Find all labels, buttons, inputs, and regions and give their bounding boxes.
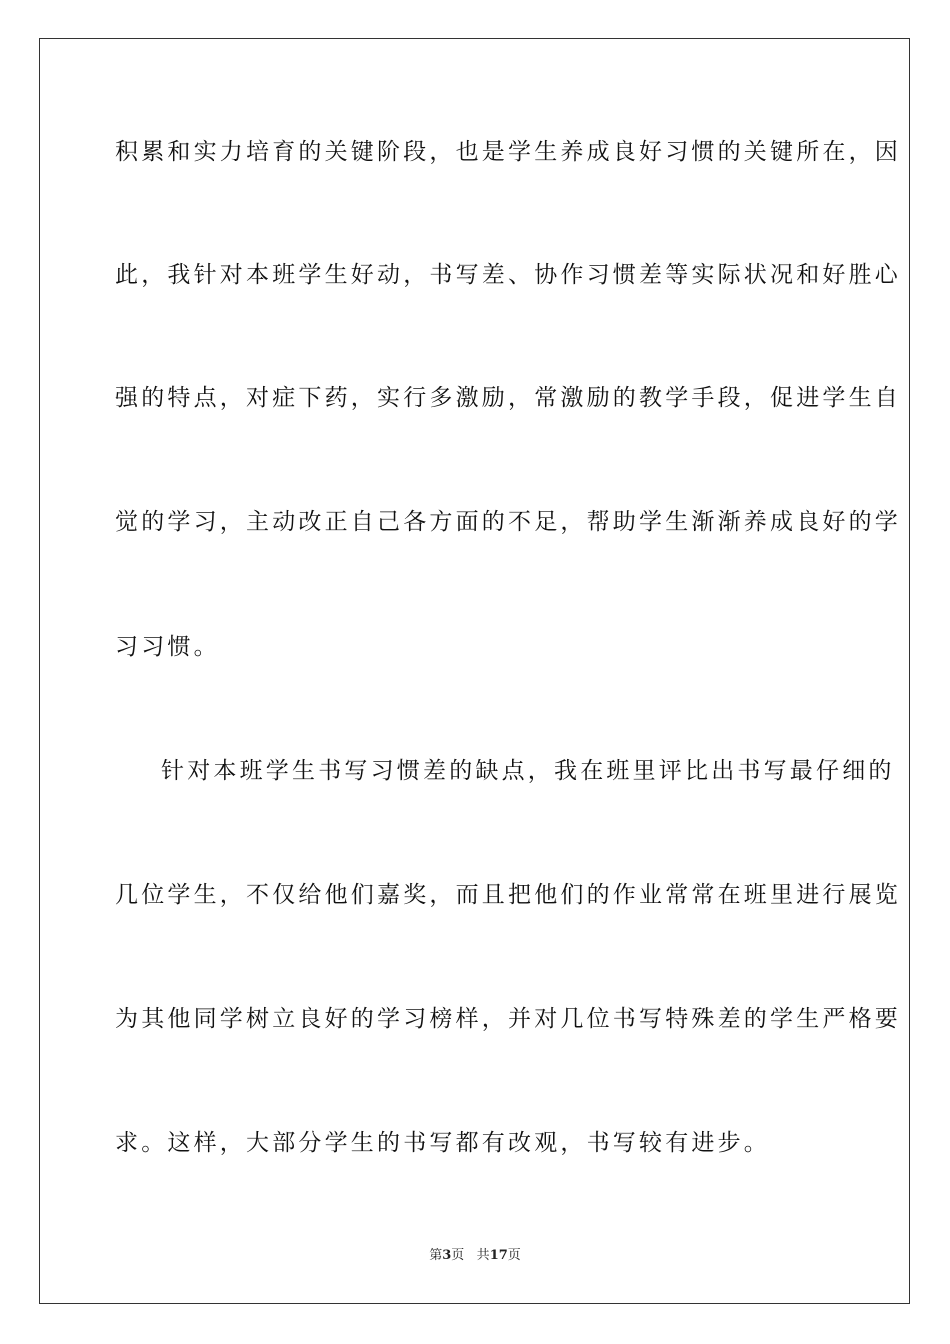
page-prefix: 第 <box>429 1248 443 1263</box>
page-number: 3 <box>442 1248 452 1263</box>
text-line: 强的特点，对症下药，实行多激励，常激励的教学手段，促进学生自 <box>115 385 901 411</box>
page-border <box>39 38 910 1304</box>
total-suffix: 页 <box>507 1248 521 1263</box>
text-line: 几位学生，不仅给他们嘉奖，而且把他们的作业常常在班里进行展览 <box>115 882 901 908</box>
page-suffix: 页 <box>451 1248 465 1263</box>
text-line: 觉的学习，主动改正自己各方面的不足，帮助学生渐渐养成良好的学 <box>115 509 901 535</box>
text-line: 积累和实力培育的关键阶段，也是学生养成良好习惯的关键所在，因 <box>115 139 901 165</box>
text-line: 求。这样，大部分学生的书写都有改观，书写较有进步。 <box>115 1130 770 1156</box>
paragraph-first-line: 针对本班学生书写习惯差的缺点，我在班里评比出书写最仔细的 <box>161 758 895 784</box>
page-footer <box>0 1248 950 1264</box>
total-pages: 17 <box>489 1248 508 1263</box>
text-line: 此，我针对本班学生好动，书写差、协作习惯差等实际状况和好胜心 <box>115 262 901 288</box>
total-prefix: 共 <box>476 1248 490 1263</box>
text-line: 为其他同学树立良好的学习榜样，并对几位书写特殊差的学生严格要 <box>115 1006 901 1032</box>
text-line: 习习惯。 <box>115 634 220 660</box>
